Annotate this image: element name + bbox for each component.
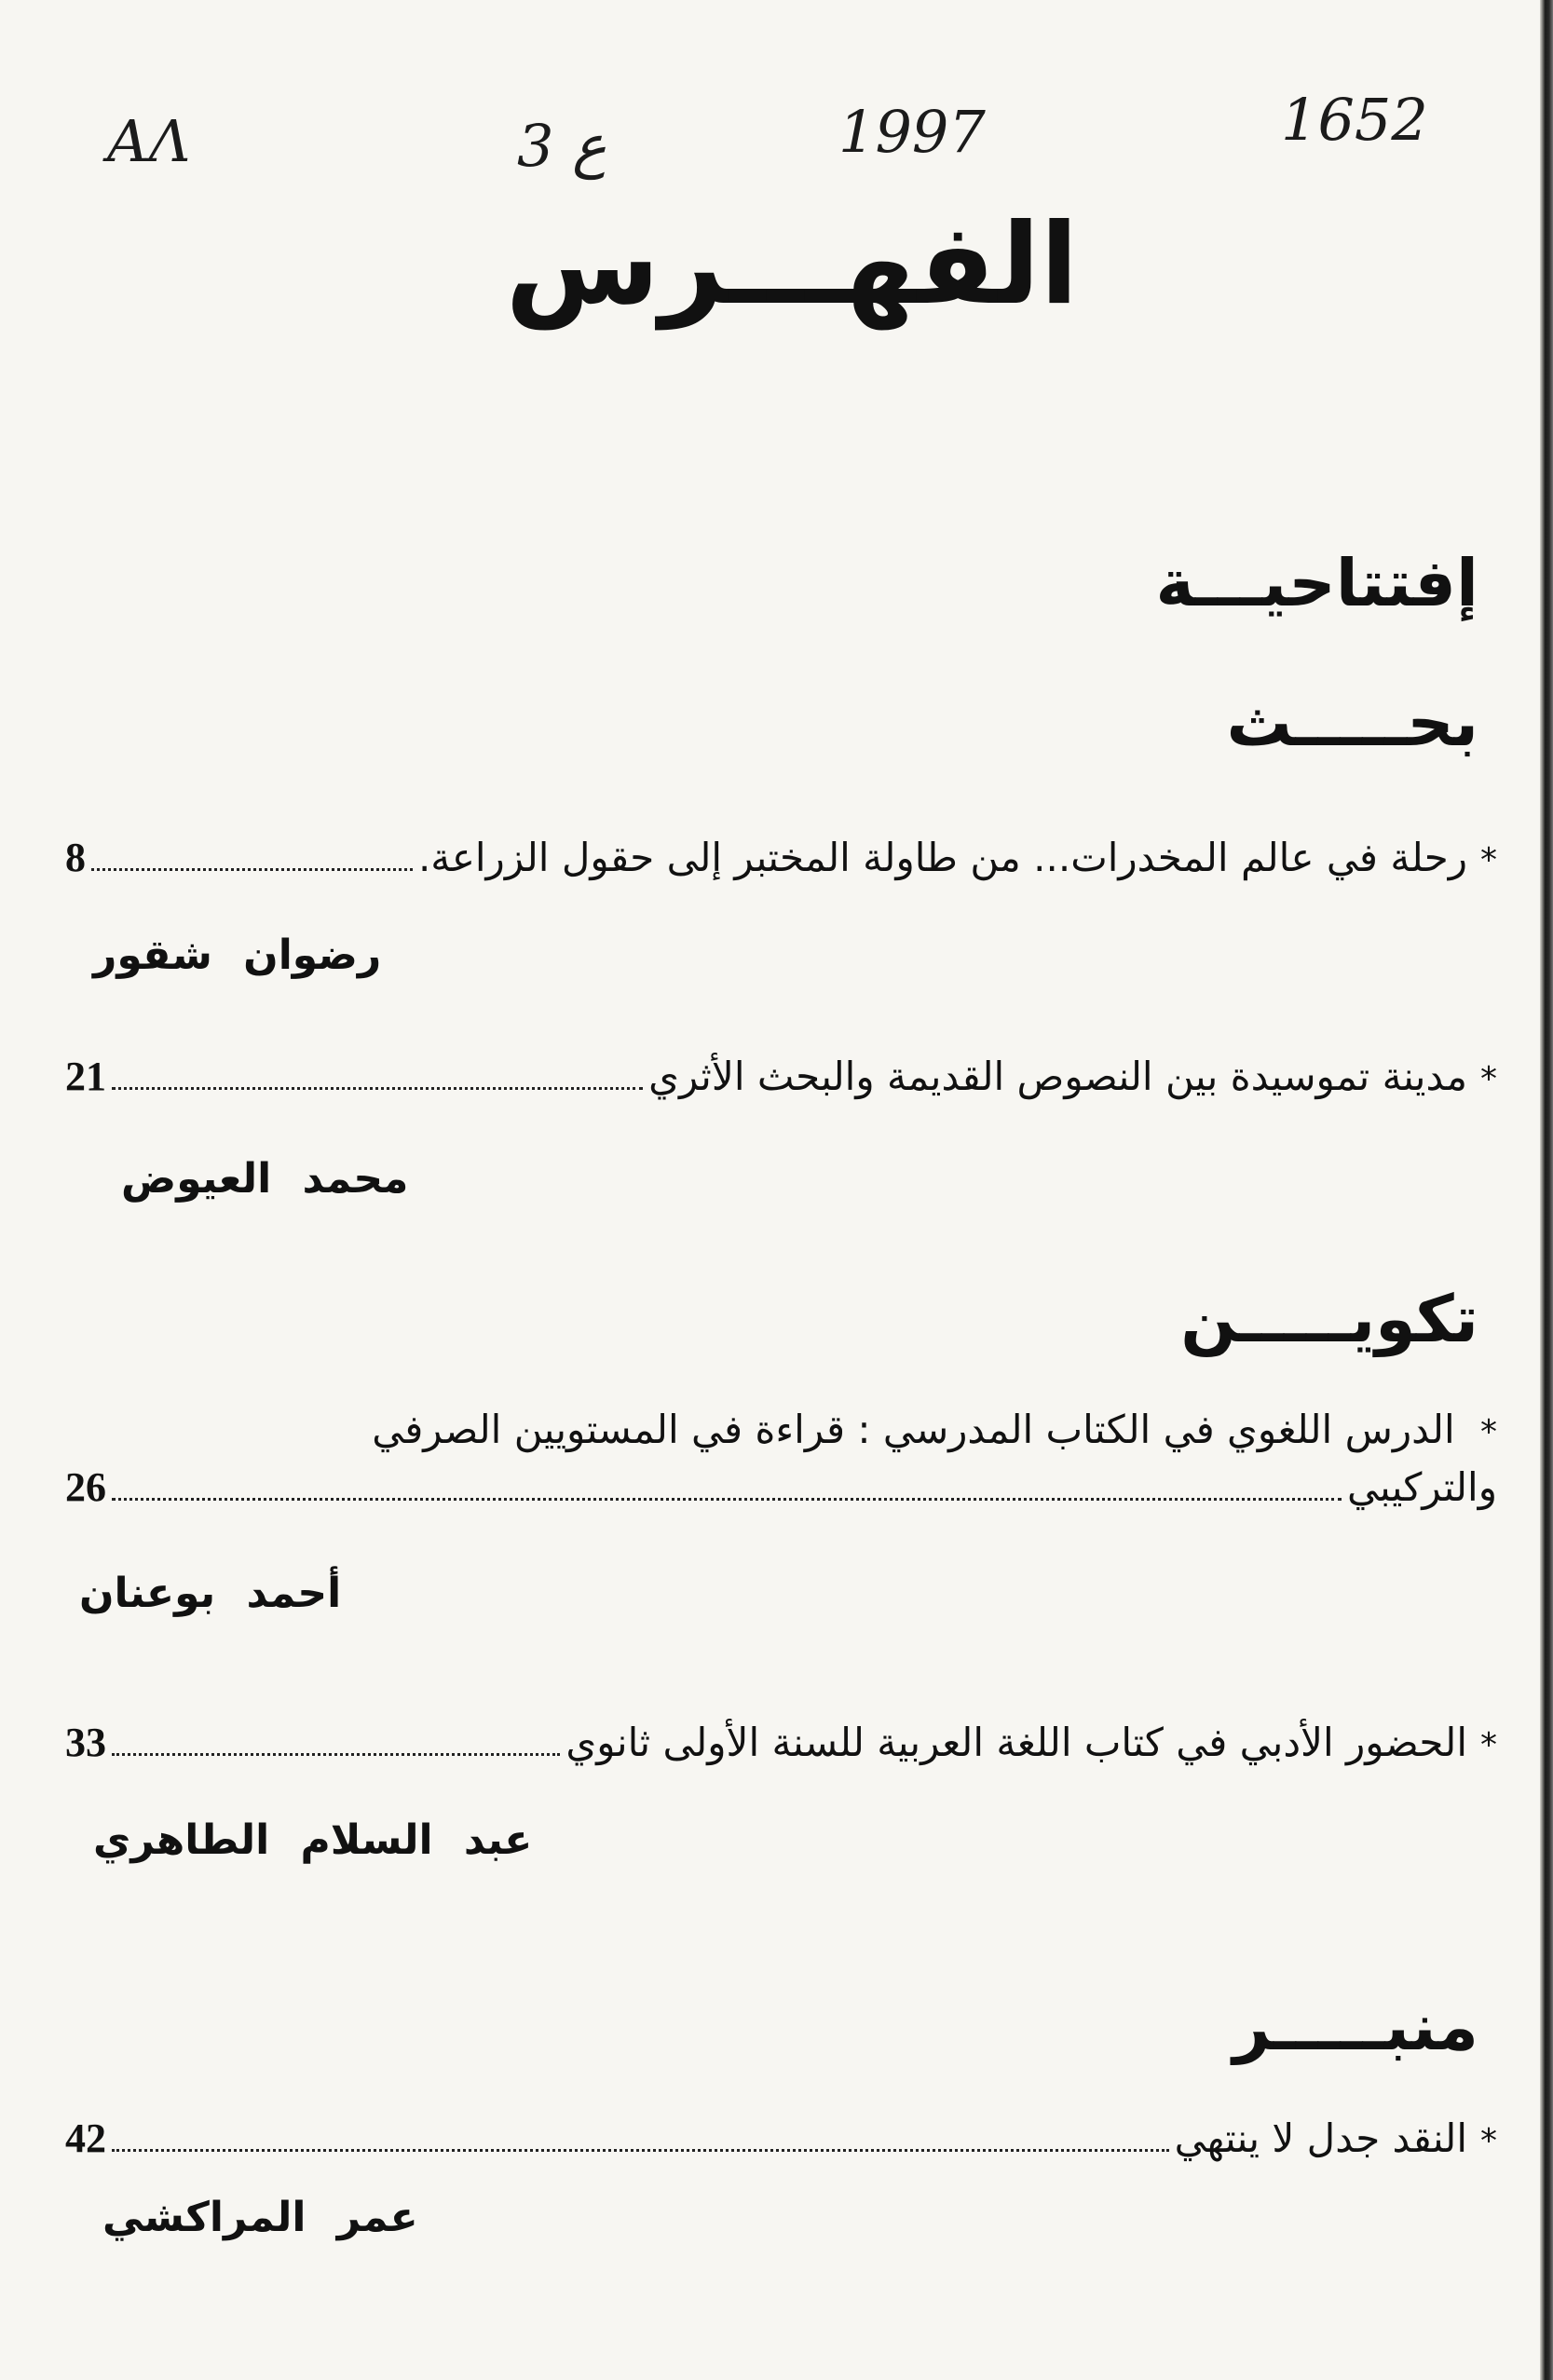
section-training-heading: تكويـــــن [1180, 1281, 1478, 1357]
entry-page-number: 8 [65, 835, 86, 880]
toc-entry[interactable] [65, 1053, 1497, 1100]
entry-author: رضوان شقور [93, 932, 382, 979]
handwritten-year: 1997 [838, 98, 986, 166]
entry-title-continued: والتركيبي [1347, 1464, 1497, 1510]
handwritten-number: 1652 [1281, 86, 1428, 154]
dot-leader [112, 1086, 643, 1090]
bullet-marker: * [1480, 2122, 1497, 2160]
entry-title: رحلة في عالم المخدرات... من طاولة المختبر إلى حقول الزراعة. [417, 835, 1467, 880]
bullet-marker: * [1480, 1726, 1497, 1764]
entry-title: النقد جدل لا ينتهي [1174, 2115, 1467, 2161]
dot-leader [112, 1497, 1342, 1501]
entry-title: مدينة تموسيدة بين النصوص القديمة والبحث الأثري [648, 1054, 1467, 1099]
section-forum-heading: منبـــــر [1233, 1989, 1478, 2065]
section-editorial-heading: إفتتاحيـــة [1155, 545, 1478, 621]
dot-leader [112, 1752, 560, 1756]
entry-author: عبد السلام الطاهري [93, 1816, 533, 1864]
entry-page-number: 26 [65, 1464, 106, 1510]
page-binding-edge [1540, 0, 1553, 2380]
entry-author: أحمد بوعنان [79, 1570, 342, 1617]
dot-leader [112, 2148, 1169, 2152]
entry-title: الدرس اللغوي في الكتاب المدرسي : قراءة في المستويين الصرفي [372, 1407, 1455, 1452]
handwritten-volume: 3 ع [517, 112, 607, 180]
entry-page-number: 33 [65, 1720, 106, 1765]
handwritten-code: AΛ [107, 107, 191, 175]
bullet-marker: * [1480, 841, 1497, 879]
toc-entry[interactable] [65, 2115, 1497, 2162]
dot-leader [91, 867, 413, 871]
entry-page-number: 21 [65, 1054, 106, 1099]
entry-author: محمد العيوض [121, 1155, 409, 1203]
entry-title: الحضور الأدبي في كتاب اللغة العربية للسنة الأولى ثانوي [565, 1720, 1467, 1765]
toc-entry[interactable] [65, 1719, 1497, 1766]
section-research-heading: بحـــــث [1226, 685, 1478, 761]
toc-entry[interactable] [65, 1407, 1497, 1511]
toc-entry[interactable] [65, 834, 1497, 881]
page-title: الفهـــرس [505, 200, 1079, 330]
entry-page-number: 42 [65, 2115, 106, 2161]
entry-author: عمر المراكشي [102, 2194, 418, 2241]
bullet-marker: * [1480, 1413, 1497, 1451]
bullet-marker: * [1480, 1060, 1497, 1098]
